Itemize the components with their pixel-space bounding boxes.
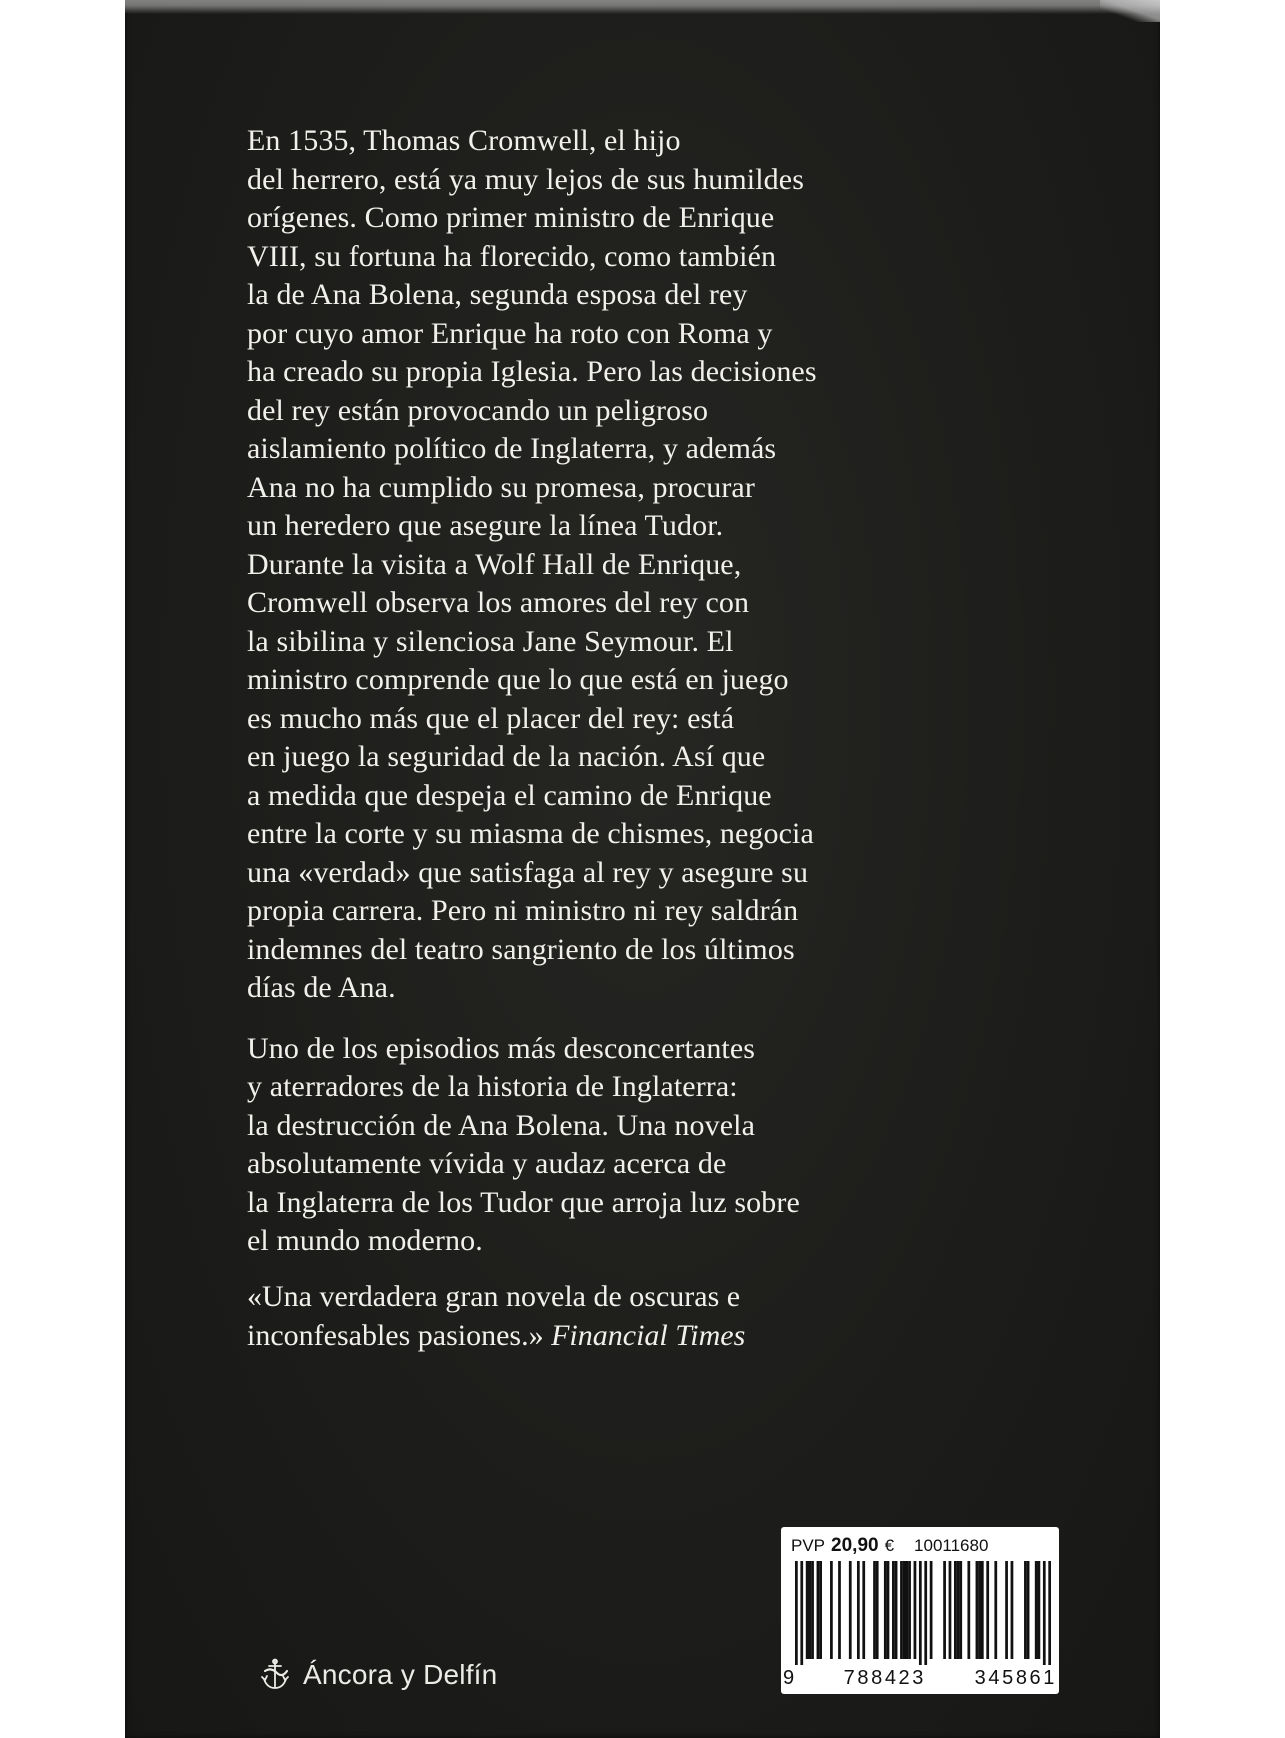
text-line: orígenes. Como primer ministro de Enrique <box>247 201 775 234</box>
review-quote <box>247 1278 1107 1355</box>
barcode-bar <box>1048 1561 1051 1665</box>
barcode-bar <box>919 1561 922 1665</box>
barcode-bar <box>949 1561 952 1659</box>
price-line <box>791 1535 988 1557</box>
barcode-label <box>781 1527 1059 1694</box>
barcode-bar <box>986 1561 989 1659</box>
text-line: propia carrera. Pero ni ministro ni rey saldrán <box>247 894 799 927</box>
barcode-bar <box>873 1561 876 1659</box>
price-currency: € <box>884 1536 895 1555</box>
text-line: del herrero, está ya muy lejos de sus humildes <box>247 162 804 196</box>
text-line: VIII, su fortuna ha florecido, como también <box>247 239 777 273</box>
text-line: en juego la seguridad de la nación. Así que <box>247 740 766 773</box>
text-line: la de Ana Bolena, segunda esposa del rey <box>247 278 748 311</box>
barcode-bar <box>808 1561 811 1659</box>
text-line: la Inglaterra de los Tudor que arroja luz sobre <box>247 1185 800 1219</box>
text-line: días de Ana. <box>247 971 396 1004</box>
barcode-bar <box>978 1561 981 1659</box>
barcode-bar <box>903 1561 906 1659</box>
barcode-bar <box>887 1561 890 1659</box>
barcode-bar <box>817 1561 820 1659</box>
barcode-bar <box>1043 1561 1046 1665</box>
barcode-bar <box>943 1561 946 1659</box>
text-line: En 1535, Thomas Cromwell, el hijo <box>247 124 681 157</box>
text-line: del rey están provocando un peligroso <box>247 393 709 427</box>
barcode-bar <box>905 1561 908 1659</box>
barcode-bar <box>862 1561 865 1659</box>
text-line: la sibilina y silenciosa Jane Seymour. El <box>247 624 734 658</box>
barcode-bar <box>800 1561 803 1665</box>
barcode-bar <box>1005 1561 1008 1659</box>
quote-line-2 <box>247 1317 1107 1356</box>
barcode-bar <box>895 1561 898 1659</box>
text-line: la destrucción de Ana Bolena. Una novela <box>247 1108 755 1142</box>
isbn-digits <box>783 1667 1057 1690</box>
text-line: una «verdad» que satisfaga al rey y asegure su <box>247 855 809 889</box>
price-value: 20,90 <box>831 1535 879 1556</box>
text-line: el mundo moderno. <box>247 1224 483 1257</box>
text-line: Uno de los episodios más desconcertantes <box>247 1031 756 1065</box>
barcode-bar <box>838 1561 841 1659</box>
barcode-bar <box>849 1561 852 1659</box>
barcode-bar <box>1035 1561 1038 1659</box>
barcode-bar <box>1038 1561 1041 1659</box>
text-line: por cuyo amor Enrique ha roto con Roma y <box>247 316 773 350</box>
barcode-bar <box>930 1561 933 1659</box>
text-line: a medida que despeja el camino de Enrique <box>247 778 772 812</box>
barcode-bar <box>908 1561 911 1659</box>
barcode-bars <box>795 1561 1051 1665</box>
publisher-name: Áncora y Delfín <box>303 1659 498 1690</box>
barcode-bar <box>967 1561 970 1659</box>
internal-code: 10011680 <box>914 1536 989 1555</box>
text-line: ministro comprende que lo que está en juego <box>247 663 789 696</box>
barcode-bar <box>819 1561 822 1659</box>
synopsis <box>247 122 1107 1261</box>
text-line: es mucho más que el placer del rey: está <box>247 701 735 735</box>
barcode-bar <box>857 1561 860 1659</box>
text-line: entre la corte y su miasma de chismes, negocia <box>247 817 814 850</box>
anchor-dolphin-icon <box>257 1657 293 1693</box>
synopsis-paragraph-2 <box>247 1030 1107 1261</box>
barcode-bar <box>876 1561 879 1659</box>
quote-text: inconfesables pasiones.» <box>247 1318 544 1352</box>
isbn-first-digit: 9 <box>783 1667 795 1689</box>
text-line: absolutamente vívida y audaz acerca de <box>247 1147 727 1180</box>
barcode-bar <box>981 1561 984 1659</box>
barcode-bar <box>976 1561 979 1659</box>
barcode-bar <box>1011 1561 1014 1659</box>
barcode-bar <box>914 1561 917 1659</box>
text-line: Cromwell observa los amores del rey con <box>247 586 750 619</box>
barcode-bar <box>1024 1561 1027 1659</box>
price-label: PVP <box>791 1536 826 1555</box>
quote-line-1: «Una verdadera gran novela de oscuras e <box>247 1280 741 1313</box>
barcode-bar <box>954 1561 957 1659</box>
text-line: Durante la visita a Wolf Hall de Enrique, <box>247 547 742 581</box>
barcode-bar <box>811 1561 814 1659</box>
barcode-bar <box>795 1561 798 1665</box>
barcode-bar <box>884 1561 887 1659</box>
barcode-bar <box>959 1561 962 1659</box>
publisher-imprint <box>257 1657 497 1693</box>
cover-worn-corner <box>1100 0 1160 22</box>
barcode-bar <box>900 1561 903 1659</box>
text-line: indemnes del teatro sangriento de los últimos <box>247 932 795 966</box>
barcode-bar <box>806 1561 809 1659</box>
quote-source: Financial Times <box>551 1318 746 1352</box>
cover-top-edge <box>125 0 1160 14</box>
barcode-bar <box>994 1561 997 1659</box>
isbn-group-1: 788423 <box>843 1667 926 1689</box>
text-line: ha creado su propia Iglesia. Pero las decisiones <box>247 355 817 388</box>
barcode-bar <box>957 1561 960 1659</box>
text-line: y aterradores de la historia de Inglaterra: <box>247 1070 738 1103</box>
barcode-bar <box>1027 1561 1030 1659</box>
isbn-group-2: 345861 <box>974 1667 1057 1689</box>
barcode-bar <box>924 1561 927 1665</box>
text-line: aislamiento político de Inglaterra, y además <box>247 432 777 465</box>
barcode-bar <box>892 1561 895 1659</box>
synopsis-paragraph-1 <box>247 122 1107 1008</box>
text-line: Ana no ha cumplido su promesa, procurar <box>247 470 755 504</box>
text-line: un heredero que asegure la línea Tudor. <box>247 509 724 542</box>
barcode-bar <box>830 1561 833 1659</box>
